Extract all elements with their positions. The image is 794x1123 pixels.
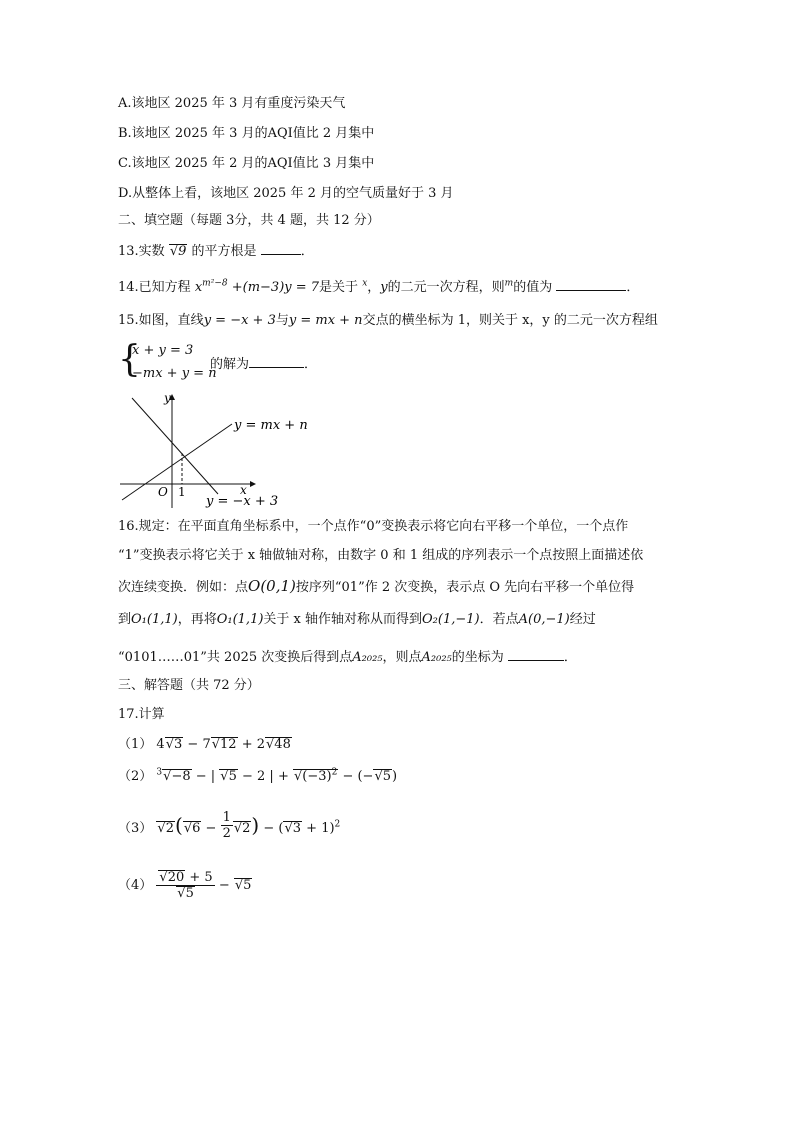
q17-part2: （2） $^3$√−8 − | √5 − 2 | + $√(-3)^2 - (-√5)$ (118, 767, 398, 784)
origin-label: O (158, 485, 168, 499)
q17-part1: （1） 4√3 − 7√12 + 2√48 (118, 737, 291, 752)
question-14: 14.已知方程 $x^{m^2-8} +(m-3)y = 7$是关于 $^x$，y的二元一次方程，则$^m$的值为 ． (118, 278, 640, 295)
section3-title: 三、解答题（共 72 分） (118, 678, 260, 693)
system-eq1: x + y = 3 (132, 343, 194, 358)
question-16-line5: “0101……01”共 2025 次变换后得到点A₂₀₂₅，则点A₂₀₂₅的坐标为 ． (118, 650, 577, 665)
answer-blank-16[interactable] (508, 648, 564, 661)
question-15-line2: 的解为 ． (210, 357, 318, 372)
x-axis-label: x (240, 483, 247, 497)
x-axis-arrow (250, 481, 256, 487)
question-16-line3: 次连续变换．例如：点O(0,1)按序列“01”作 2 次变换，表示点 O 先向右平移一个单位得 (118, 577, 635, 595)
question-16-line4: 到O₁(1,1)，再将O₁(1,1)关于 x 轴作轴对称从而得到O₂(1,−1)．若点A(0,−1)经过 (118, 612, 596, 627)
question-13: 13.实数 √9 的平方根是 ． (118, 244, 314, 259)
tick-1-label: 1 (178, 485, 186, 499)
answer-blank-15[interactable] (249, 355, 304, 368)
answer-blank-13[interactable] (261, 242, 301, 255)
line-mx-plus-n-label: y = mx + n (234, 418, 308, 433)
system-eq2: −mx + y = n (132, 366, 217, 381)
option-b: B.该地区 2025 年 3 月的AQI值比 2 月集中 (118, 126, 375, 141)
system-brace: { (118, 339, 141, 380)
question-15-line1: 15.如图，直线y = −x + 3与y = mx + n交点的横坐标为 1，则关于 x，y 的二元一次方程组 (118, 313, 658, 328)
option-d: D.从整体上看，该地区 2025 年 2 月的空气质量好于 3 月 (118, 186, 454, 201)
q17-part3: （3） √2(√6 − $\frac{1}{2}$ $√2) - (√3 + 1)^2$ (118, 810, 341, 841)
question-16-line2: “1”变换表示将它关于 x 轴做轴对称，由数字 0 和 1 组成的序列表示一个点按照上面描述依 (118, 548, 644, 563)
sqrt-9: √9 (169, 244, 187, 259)
graph-figure (118, 392, 318, 510)
line-mx-plus-n (122, 424, 232, 500)
y-axis-label: y (164, 392, 171, 405)
question-17-title: 17.计算 (118, 707, 165, 722)
section2-title: 二、填空题（每题 3分，共 4 题，共 12 分） (118, 213, 380, 228)
option-a: A.该地区 2025 年 3 月有重度污染天气 (118, 96, 346, 111)
question-16-line1: 16.规定：在平面直角坐标系中，一个点作“0”变换表示将它向右平移一个单位，一个点作 (118, 519, 629, 534)
answer-blank-14[interactable] (556, 278, 626, 291)
line-neg-x-plus-3 (132, 398, 218, 494)
line-neg-x-plus-3-label: y = −x + 3 (206, 494, 279, 509)
option-c: C.该地区 2025 年 2 月的AQI值比 3 月集中 (118, 156, 375, 171)
q17-part4: （4） $\frac{√20 + 5}{√5}$ − √5 (118, 870, 252, 901)
